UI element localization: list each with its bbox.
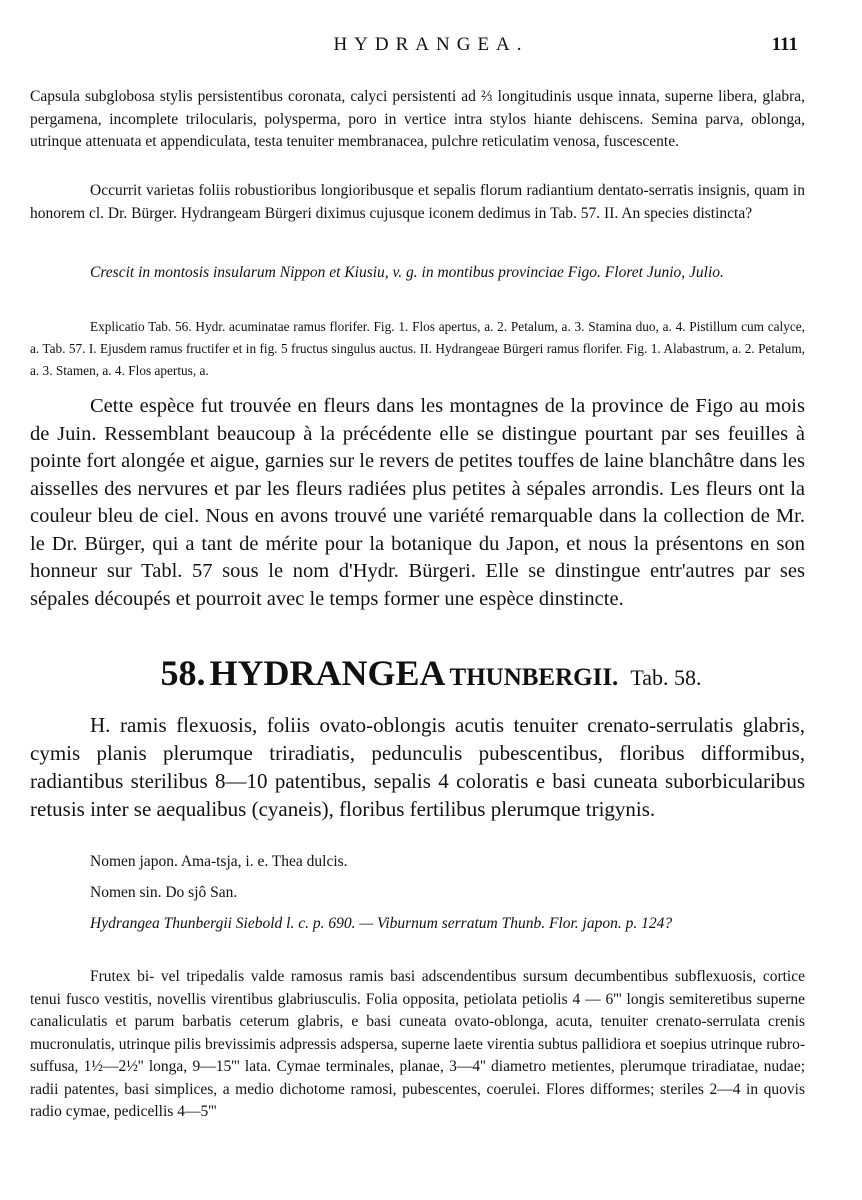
nomen-japon: Nomen japon. Ama-tsja, i. e. Thea dulcis. xyxy=(90,853,348,870)
species-number: 58. xyxy=(160,653,206,693)
explicatio-paragraph: Explicatio Tab. 56. Hydr. acuminatae ramus florifer. Fig. 1. Flos apertus, a. 2. Petalum, a. 3. Stamina duo, a. 4. Pistillum cum calyce, a. Tab. 57. I. Ejusdem ramus fructifer et in fig. 5 fructus singulus auctus. II. Hydrangeae Bürgeri ramus florifer. Fig. 1. Alabastrum, a. 2. Petalum, a. 3. Stamen, a. 4. Flos apertus, a. xyxy=(30,319,805,378)
running-title: HYDRANGEA. xyxy=(333,34,529,55)
nomen-sin: Nomen sin. Do sjô San. xyxy=(90,884,238,901)
crescit-paragraph: Crescit in montosis insularum Nippon et Kiusiu, v. g. in montibus provinciae Figo. Floret Junio, Julio. xyxy=(90,264,724,281)
page-header xyxy=(0,34,862,60)
french-description: Cette espèce fut trouvée en fleurs dans les montagnes de la province de Figo au mois de Juin. Ressemblant beaucoup à la précédente elle se distingue pourtant par ses feuilles à pointe fort alongée et aigue, garnies sur le revers de petites touffes de laine blanchâtre dans les aisselles des nervures et par les fleurs radiées plus petites à sépales arrondis. Les fleurs ont la couleur bleu de ciel. Nous en avons trouvé une variété remarquable dans la collection de Mr. le Dr. Bürger, qui a tant de mérite pour la botanique du Japon, et nous la présentons en son honneur sur Tabl. 57 sous le nom d'Hydr. Bürgeri. Elle se dinstingue entr'autres par ses sépales découpés et pourroit avec le temps former une espèce dinstincte. xyxy=(30,395,805,610)
species-epithet: THUNBERGII. xyxy=(449,664,619,691)
genus-name: HYDRANGEA xyxy=(209,653,446,693)
frutex-description: Frutex bi- vel tripedalis valde ramosus ramis basi adscendentibus sursum decumbentibus subflexuosis, cortice tenui fusco vestitis, novellis virentibus glabriusculis. Folia opposita, petiolata petiolis 4 — 6''' longis semiteretibus superne canaliculatis et parum barbatis ceterum glabris, e basi cuneata ovato-oblonga, acuta, tenuiter crenato-serrulata crenis mucronulatis, utrinque pilis brevissimis adpressis adspersa, superne laete virentia subtus pallidiora et soepius utrinque rubro-suffusa, 1½—2½'' longa, 9—15''' lata. Cymae terminales, planae, 3—4'' diametro metientes, plerumque triradiatae, nudae; radii patentes, basi simplices, a medio dichotome ramosi, pubescentes, coerulei. Flores difformes; steriles 2—4 in quovis radio cymae, pedicellis 4—5''' xyxy=(30,968,805,1120)
diagnosis-paragraph: H. ramis flexuosis, foliis ovato-oblongis acutis tenuiter crenato-serrulatis glabris, cymis planis plerumque triradiatis, pedunculis pubescentibus, floribus difformibus, radiantibus sterilibus 8—10 patentibus, sepalis 4 coloratis e basi cuneata suborbicularibus retusis inter se aequalibus (cyaneis), floribus fertilibus plerumque trigynis. xyxy=(30,713,805,821)
plate-reference: Tab. 58. xyxy=(630,665,702,690)
synonymy-paragraph: Hydrangea Thunbergii Siebold l. c. p. 690. — Viburnum serratum Thunb. Flor. japon. p. 124? xyxy=(90,915,673,932)
varietas-paragraph: Occurrit varietas foliis robustioribus longioribusque et sepalis florum radiantium dentato-serratis insignis, quam in honorem cl. Dr. Bürger. Hydrangeam Bürgeri diximus cujusque iconem dedimus in Tab. 57. II. An species distincta? xyxy=(30,182,805,222)
species-heading xyxy=(0,652,862,694)
capsula-paragraph: Capsula subglobosa stylis persistentibus coronata, calyci persistenti ad ⅔ longitudinis usque innata, superne libera, glabra, pergamena, incomplete trilocularis, polysperma, poro in vertice intra stylos hiante dehiscens. Semina parva, oblonga, utrinque attenuata et appendiculata, testa tenuiter membranacea, pulchre reticulatim venosa, fuscescente. xyxy=(30,88,805,150)
page-number: 111 xyxy=(771,34,798,55)
